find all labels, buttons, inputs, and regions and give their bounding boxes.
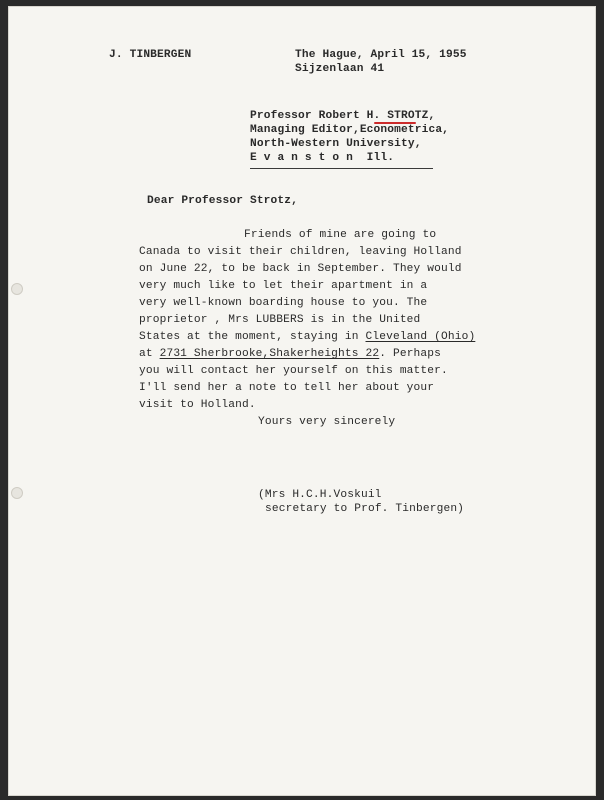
body-line-8: [139, 346, 441, 363]
body-line-1: Friends of mine are going to: [244, 229, 437, 241]
punch-hole-top: [11, 283, 23, 295]
letter-page: [8, 6, 596, 796]
signature-line-2: secretary to Prof. Tinbergen): [265, 503, 465, 515]
place-date: The Hague, April 15, 1955: [295, 49, 467, 61]
body-line-10: I'll send her a note to tell her about your: [139, 382, 435, 394]
body-line-7-text: States at the moment, staying in: [139, 331, 366, 343]
body-line-8-suffix: . Perhaps: [379, 348, 442, 360]
city-underlined: Cleveland (Ohio): [365, 331, 476, 343]
recipient-line-3: North-Western University,: [250, 138, 422, 150]
body-line-5: very well-known boarding house to you. The: [139, 297, 428, 309]
salutation: Dear Professor Strotz,: [147, 195, 298, 207]
body-line-4: very much like to let their apartment in a: [139, 280, 428, 292]
recipient-line-1: Professor Robert H. STROTZ,: [250, 110, 436, 122]
recipient-rule: [250, 168, 433, 169]
address-underlined: 2731 Sherbrooke,Shakerheights 22: [159, 348, 380, 360]
body-line-3: on June 22, to be back in September. They would: [139, 263, 462, 275]
body-line-9: you will contact her yourself on this matter.: [139, 365, 448, 377]
body-line-8-prefix: at: [139, 348, 160, 360]
sender-name: J. TINBERGEN: [109, 49, 192, 61]
body-line-7: [139, 329, 475, 346]
body-line-11: visit to Holland.: [139, 399, 256, 411]
recipient-line-2: Managing Editor,Econometrica,: [250, 124, 450, 136]
body-line-2: Canada to visit their children, leaving Holland: [139, 246, 462, 258]
closing: Yours very sincerely: [258, 416, 396, 428]
punch-hole-bottom: [11, 487, 23, 499]
signature-line-1: (Mrs H.C.H.Voskuil: [258, 489, 382, 501]
recipient-line-4: E v a n s t o n Ill.: [250, 152, 395, 164]
sender-street: Sijzenlaan 41: [295, 63, 385, 75]
body-line-6: proprietor , Mrs LUBBERS is in the United: [139, 314, 421, 326]
